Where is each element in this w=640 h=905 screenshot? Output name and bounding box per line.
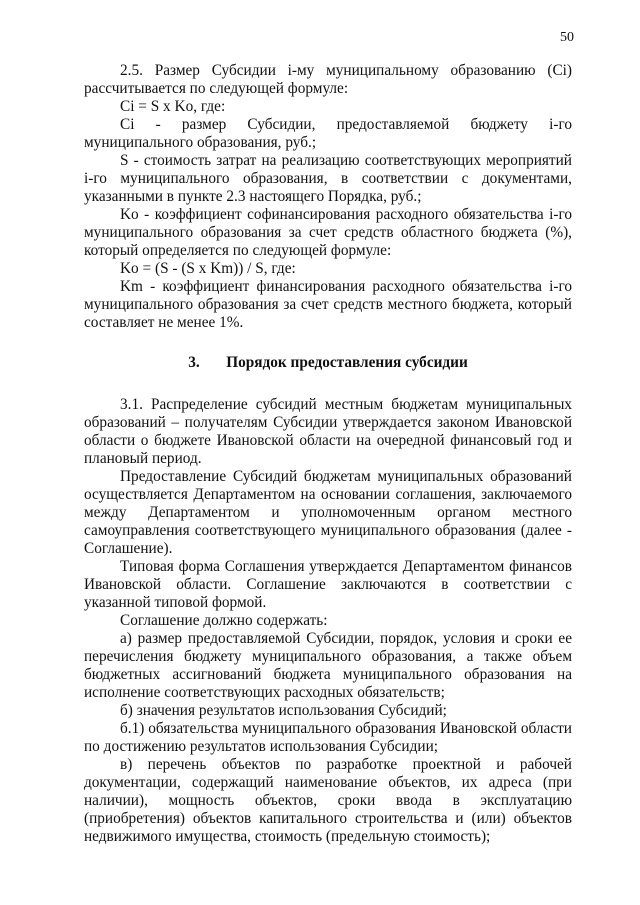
section-title: Порядок предоставления субсидии: [226, 354, 468, 371]
definition-ko: Ko - коэффициент софинансирования расходного обязательства i-го муниципального образования за счет средств областного бюджета (%), который определяется по следующей формуле:: [84, 206, 572, 259]
list-item-b: б) значения результатов использования Субсидий;: [120, 702, 447, 719]
formula-ko: Ko = (S - (S x Km)) / S, где:: [120, 260, 296, 277]
paragraph-agreement-contents: Соглашение должно содержать:: [120, 612, 328, 629]
section-number: 3.: [188, 354, 200, 371]
formula-ci: Ci = S x Ko, где:: [120, 98, 226, 115]
paragraph-agreement-basis: Предоставление Субсидий бюджетам муниципальных образований осуществляется Департаментом на основании соглашения, заключаемого между Департаментом и уполномоченным органом местного самоуправления соответствующего муниципального образования (далее - Соглашение).: [84, 468, 572, 557]
definition-ci: Ci - размер Субсидии, предоставляемой бюджету i-го муниципального образования, руб.;: [84, 116, 572, 151]
paragraph-2-5-intro: 2.5. Размер Субсидии i-му муниципальному образованию (Ci) рассчитывается по следующей формуле:: [84, 62, 572, 97]
definition-s: S - стоимость затрат на реализацию соответствующих мероприятий i-го муниципального образования, в соответствии с документами, указанными в пункте 2.3 настоящего Порядка, руб.;: [84, 152, 572, 205]
section-heading: [84, 354, 572, 372]
paragraph-typical-form: Типовая форма Соглашения утверждается Департаментом финансов Ивановской области. Соглашение заключаются в соответствии с указанной типовой формой.: [84, 558, 572, 611]
list-item-v: в) перечень объектов по разработке проектной и рабочей документации, содержащий наименование объектов, их адреса (при наличии), мощность объектов, сроки ввода в эксплуатацию (приобретения) объектов капитального строительства и (или) объектов недвижимого имущества, стоимость (предельную стоимость);: [84, 756, 572, 845]
paragraph-3-1: 3.1. Распределение субсидий местным бюджетам муниципальных образований – получателям Субсидии утверждается законом Ивановской области о бюджете Ивановской области на очередной финансовый год и плановый период.: [84, 396, 572, 467]
definition-km: Km - коэффициент финансирования расходного обязательства i-го муниципального образования за счет средств местного бюджета, который составляет не менее 1%.: [84, 278, 572, 331]
page-number: 50: [560, 30, 574, 45]
document-body: [84, 62, 572, 846]
list-item-b1: б.1) обязательства муниципального образования Ивановской области по достижению результатов использования Субсидии;: [84, 720, 572, 755]
list-item-a: а) размер предоставляемой Субсидии, порядок, условия и сроки ее перечисления бюджету муниципального образования, а также объем бюджетных ассигнований бюджета муниципального образования на исполнение соответствующих расходных обязательств;: [84, 630, 572, 701]
